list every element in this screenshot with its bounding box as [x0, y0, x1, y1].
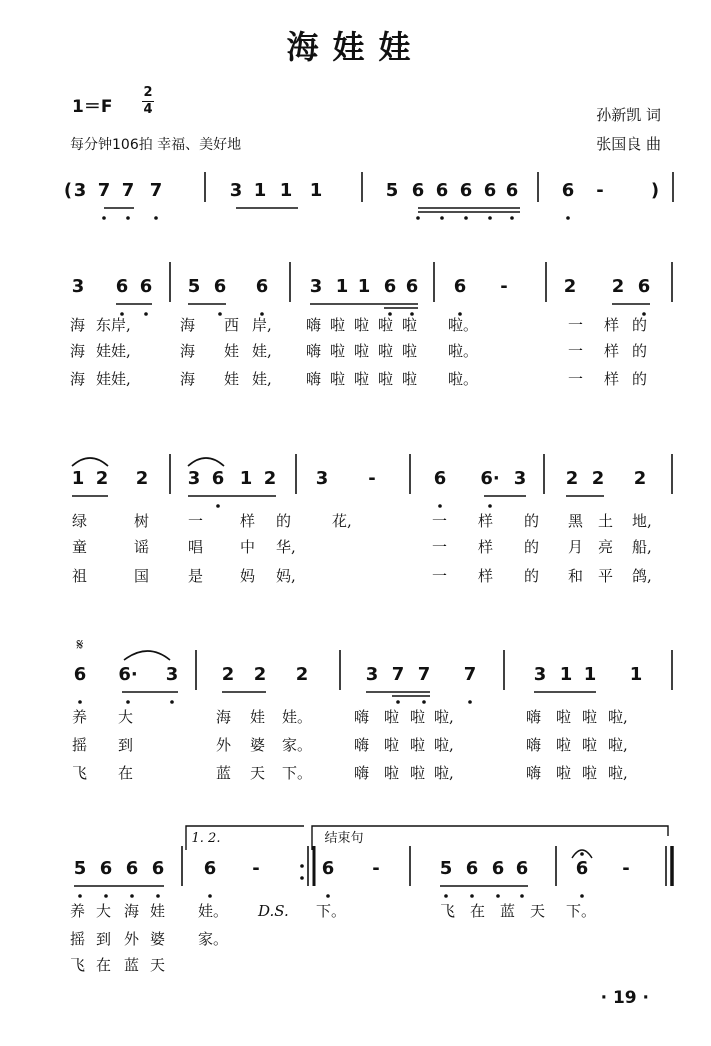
note--: - [596, 180, 604, 201]
note-6: 6 [73, 664, 87, 685]
lyric-verse-3: 下。 [282, 764, 313, 782]
octave-dot [300, 864, 304, 868]
lyric-verse-1: 海 [216, 708, 232, 726]
lyric-verse-2: 嗨 [526, 736, 542, 754]
octave-dot [126, 700, 130, 704]
lyric-verse-2: 家。 [198, 930, 229, 948]
note-2: 2 [633, 468, 647, 489]
note-6: 6 [637, 276, 651, 297]
lyric-verse-2: 娃, [252, 342, 272, 360]
lyric-verse-3: 的 [632, 370, 648, 388]
note-6·: 6· [118, 664, 138, 685]
note-6: 6 [255, 276, 269, 297]
note-6·: 6· [480, 468, 500, 489]
note-6: 6 [483, 180, 497, 201]
note-6: 6 [203, 858, 217, 879]
lyric-verse-2: 摇 [70, 930, 86, 948]
note-1: 1 [583, 664, 597, 685]
lyric-verse-1: 啦 [354, 316, 370, 334]
lyric-verse-1: 娃。 [282, 708, 313, 726]
note-6: 6 [435, 180, 449, 201]
ending-label: 结束句 [324, 831, 364, 846]
lyric-verse-1: 下。 [316, 902, 347, 920]
note-6: 6 [453, 276, 467, 297]
lyric-verse-2: 的 [524, 538, 540, 556]
lyric-verse-3: 平 [598, 567, 614, 585]
note-1: 1 [239, 468, 253, 489]
lyric-verse-2: 啦 [582, 736, 598, 754]
lyric-verse-3: 啦 [410, 764, 426, 782]
lyric-verse-1: 绿 [72, 512, 88, 530]
note-2: 2 [611, 276, 625, 297]
lyric-verse-1: 西 [224, 316, 240, 334]
octave-dot [438, 504, 442, 508]
lyric-verse-3: 啦 [384, 764, 400, 782]
note-6: 6 [433, 468, 447, 489]
lyric-verse-2: 华, [276, 538, 296, 556]
composer-credit: 张国良 曲 [596, 135, 661, 153]
note-1: 1 [253, 180, 267, 201]
lyric-verse-1: 的 [632, 316, 648, 334]
lyric-verse-1: 海 [124, 902, 140, 920]
lyric-verse-1: 飞 [440, 902, 456, 920]
lyric-verse-3: 天 [250, 764, 266, 782]
lyric-verse-3: 啦 [330, 370, 346, 388]
lyric-verse-2: 一 [432, 538, 448, 556]
lyric-verse-2: 啦。 [448, 342, 479, 360]
octave-dot [470, 894, 474, 898]
lyric-verse-3: 是 [188, 567, 204, 585]
note-2: 2 [563, 276, 577, 297]
time-sig-top: 2 [143, 85, 153, 100]
octave-dot [104, 894, 108, 898]
lyric-verse-2: 啦, [434, 736, 454, 754]
lyric-verse-1: 蓝 [500, 902, 516, 920]
note--: - [372, 858, 380, 879]
lyric-verse-1: 啦 [384, 708, 400, 726]
lyric-verse-1: 娃 [150, 902, 166, 920]
note-6: 6 [321, 858, 335, 879]
note-3: 3 [71, 276, 85, 297]
octave-dot [78, 894, 82, 898]
lyric-verse-3: 嗨 [526, 764, 542, 782]
lyric-verse-3: 祖 [72, 567, 88, 585]
lyric-verse-2: 到 [96, 930, 112, 948]
lyric-verse-3: 啦 [556, 764, 572, 782]
octave-dot [520, 894, 524, 898]
octave-dot [78, 700, 82, 704]
note-6: 6 [459, 180, 473, 201]
lyric-verse-1: 东岸, [96, 316, 131, 334]
lyric-verse-2: 啦 [556, 736, 572, 754]
lyric-verse-2: 谣 [134, 538, 150, 556]
lyric-verse-2: 家。 [282, 736, 313, 754]
lyric-verse-2: 嗨 [354, 736, 370, 754]
note-2: 2 [591, 468, 605, 489]
lyric-verse-1: 的 [524, 512, 540, 530]
lyric-verse-3: 啦, [434, 764, 454, 782]
lyric-verse-3: 国 [134, 567, 150, 585]
lyric-verse-1: 样 [478, 512, 494, 530]
lyric-verse-3: 的 [524, 567, 540, 585]
tie-arc [72, 458, 108, 466]
note-1: 1 [71, 468, 85, 489]
lyric-verse-2: 亮 [598, 538, 614, 556]
note-6: 6 [575, 858, 589, 879]
octave-dot [416, 216, 420, 220]
note-3: 3 [73, 180, 87, 201]
note-6: 6 [139, 276, 153, 297]
note--: - [252, 858, 260, 879]
lyric-verse-3: 鸽, [632, 567, 652, 585]
lyric-verse-1: 嗨 [306, 316, 322, 334]
lyric-verse-3: 飞 [72, 764, 88, 782]
note-2: 2 [263, 468, 277, 489]
note-1: 1 [309, 180, 323, 201]
octave-dot [218, 312, 222, 316]
lyric-verse-1: 啦 [378, 316, 394, 334]
note-6: 6 [405, 276, 419, 297]
note-3: 3 [513, 468, 527, 489]
lyric-verse-3: 一 [568, 370, 584, 388]
note-5: 5 [73, 858, 87, 879]
lyric-verse-2: 月 [568, 538, 584, 556]
lyric-verse-2: 啦 [402, 342, 418, 360]
note-2: 2 [253, 664, 267, 685]
note-6: 6 [125, 858, 139, 879]
note-6: 6 [151, 858, 165, 879]
lyric-verse-1: 嗨 [526, 708, 542, 726]
note-2: 2 [221, 664, 235, 685]
note-2: 2 [95, 468, 109, 489]
note-7: 7 [417, 664, 431, 685]
lyric-verse-1: 嗨 [354, 708, 370, 726]
lyric-verse-1: 啦 [556, 708, 572, 726]
note-2: 2 [295, 664, 309, 685]
note-5: 5 [187, 276, 201, 297]
lyric-verse-1: 在 [470, 902, 486, 920]
lyric-verse-2: 婆 [150, 930, 166, 948]
lyric-verse-2: 样 [604, 342, 620, 360]
note-5: 5 [385, 180, 399, 201]
lyric-verse-2: 娃娃, [96, 342, 131, 360]
octave-dot [300, 876, 304, 880]
lyric-verse-1: 大 [118, 708, 134, 726]
tempo-marking: 每分钟106拍 幸福、美好地 [70, 137, 242, 153]
note-6: 6 [115, 276, 129, 297]
octave-dot [580, 852, 584, 856]
lyric-verse-1: 大 [96, 902, 112, 920]
lyric-verse-2: 啦 [384, 736, 400, 754]
lyric-verse-1: 地, [632, 512, 652, 530]
octave-dot [566, 216, 570, 220]
lyric-verse-1: 海 [180, 316, 196, 334]
note-6: 6 [561, 180, 575, 201]
octave-dot [468, 700, 472, 704]
octave-dot [422, 700, 426, 704]
lyric-verse-1: 样 [604, 316, 620, 334]
lyric-verse-3: 和 [568, 567, 584, 585]
lyric-verse-2: 的 [632, 342, 648, 360]
lyric-verse-3: 蓝 [216, 764, 232, 782]
note-7: 7 [149, 180, 163, 201]
lyric-verse-1: 花, [332, 512, 352, 530]
lyric-verse-2: 外 [216, 736, 232, 754]
lyric-verse-3: 海 [70, 370, 86, 388]
lyric-verse-3: 飞 [70, 956, 86, 974]
lyric-verse-1: 树 [134, 512, 150, 530]
lyric-verse-3: 在 [96, 956, 112, 974]
note-7: 7 [121, 180, 135, 201]
lyric-verse-2: 啦 [378, 342, 394, 360]
lyric-verse-1: 养 [70, 902, 86, 920]
octave-dot [396, 700, 400, 704]
lyric-verse-3: 妈, [276, 567, 296, 585]
note-6: 6 [383, 276, 397, 297]
lyric-verse-1: 黑 [568, 512, 584, 530]
lyric-verse-3: 啦 [582, 764, 598, 782]
octave-dot [464, 216, 468, 220]
tie-arc [124, 651, 170, 660]
lyric-verse-1: 啦。 [448, 316, 479, 334]
lyric-verse-2: 外 [124, 930, 140, 948]
octave-dot [154, 216, 158, 220]
note-3: 3 [315, 468, 329, 489]
note-1: 1 [559, 664, 573, 685]
note-1: 1 [279, 180, 293, 201]
note-2: 2 [135, 468, 149, 489]
note-7: 7 [97, 180, 111, 201]
octave-dot [170, 700, 174, 704]
octave-dot [488, 216, 492, 220]
octave-dot [216, 504, 220, 508]
note-7: 7 [463, 664, 477, 685]
lyric-verse-3: 妈 [240, 567, 256, 585]
lyric-verse-3: 娃娃, [96, 370, 131, 388]
lyric-verse-2: 啦 [354, 342, 370, 360]
octave-dot [440, 216, 444, 220]
lyric-verse-3: 娃 [224, 370, 240, 388]
lyric-verse-1: 一 [188, 512, 204, 530]
note-3: 3 [165, 664, 179, 685]
note-1: 1 [629, 664, 643, 685]
note-6: 6 [411, 180, 425, 201]
note--: - [622, 858, 630, 879]
lyric-verse-3: 天 [150, 956, 166, 974]
lyric-verse-1: 海 [70, 316, 86, 334]
note-3: 3 [533, 664, 547, 685]
note--: - [368, 468, 376, 489]
note-3: 3 [309, 276, 323, 297]
note-3: 3 [365, 664, 379, 685]
octave-dot [488, 504, 492, 508]
volta-label: 1. 2. [191, 831, 221, 846]
octave-dot [326, 894, 330, 898]
note-): ) [650, 180, 660, 201]
octave-dot [496, 894, 500, 898]
lyric-verse-3: 样 [478, 567, 494, 585]
lyric-verse-1: 啦 [410, 708, 426, 726]
note-6: 6 [465, 858, 479, 879]
lyric-verse-1: 娃。 [198, 902, 229, 920]
lyric-verse-1: 啦 [582, 708, 598, 726]
lyric-verse-2: 摇 [72, 736, 88, 754]
lyric-verse-3: 在 [118, 764, 134, 782]
tie-arc [188, 458, 224, 466]
octave-dot [444, 894, 448, 898]
octave-dot [126, 216, 130, 220]
ds-marking: D.S. [258, 902, 289, 920]
lyric-verse-2: 啦 [410, 736, 426, 754]
note-6: 6 [99, 858, 113, 879]
lyric-verse-1: 天 [530, 902, 546, 920]
lyricist-credit: 孙新凯 词 [596, 106, 661, 124]
lyric-verse-2: 唱 [188, 538, 204, 556]
lyric-verse-3: 娃, [252, 370, 272, 388]
lyric-verse-3: 啦 [378, 370, 394, 388]
note-6: 6 [505, 180, 519, 201]
note-7: 7 [391, 664, 405, 685]
lyric-verse-1: 啦 [402, 316, 418, 334]
lyric-verse-3: 啦, [608, 764, 628, 782]
octave-dot [208, 894, 212, 898]
lyric-verse-1: 啦, [608, 708, 628, 726]
note--: - [500, 276, 508, 297]
lyric-verse-3: 嗨 [306, 370, 322, 388]
lyric-verse-3: 海 [180, 370, 196, 388]
lyric-verse-3: 嗨 [354, 764, 370, 782]
lyric-verse-1: 岸, [252, 316, 272, 334]
key-signature: 1＝F [72, 97, 113, 117]
octave-dot [580, 894, 584, 898]
octave-dot [510, 216, 514, 220]
page-number: · 19 · [600, 988, 649, 1008]
lyric-verse-2: 娃 [224, 342, 240, 360]
lyric-verse-2: 海 [180, 342, 196, 360]
ending-bracket [312, 826, 668, 850]
lyric-verse-2: 婆 [250, 736, 266, 754]
note-6: 6 [211, 468, 225, 489]
lyric-verse-2: 中 [240, 538, 256, 556]
note-1: 1 [357, 276, 371, 297]
lyric-verse-3: 样 [604, 370, 620, 388]
note-1: 1 [335, 276, 349, 297]
octave-dot [130, 894, 134, 898]
lyric-verse-2: 啦, [608, 736, 628, 754]
lyric-verse-1: 娃 [250, 708, 266, 726]
octave-dot [144, 312, 148, 316]
note-3: 3 [229, 180, 243, 201]
octave-dot [156, 894, 160, 898]
lyric-verse-1: 啦 [330, 316, 346, 334]
lyric-verse-1: 下。 [566, 902, 597, 920]
lyric-verse-3: 啦。 [448, 370, 479, 388]
lyric-verse-2: 童 [72, 538, 88, 556]
lyric-verse-2: 一 [568, 342, 584, 360]
lyric-verse-3: 啦 [354, 370, 370, 388]
lyric-verse-2: 到 [118, 736, 134, 754]
lyric-verse-2: 海 [70, 342, 86, 360]
note-6: 6 [515, 858, 529, 879]
time-sig-bottom: 4 [143, 102, 153, 117]
lyric-verse-1: 土 [598, 512, 614, 530]
lyric-verse-2: 船, [632, 538, 652, 556]
note-6: 6 [491, 858, 505, 879]
note-2: 2 [565, 468, 579, 489]
lyric-verse-3: 啦 [402, 370, 418, 388]
segno-sign: 𝄋 [76, 635, 84, 654]
note-3: 3 [187, 468, 201, 489]
lyric-verse-1: 的 [276, 512, 292, 530]
lyric-verse-1: 啦, [434, 708, 454, 726]
lyric-verse-2: 样 [478, 538, 494, 556]
lyric-verse-3: 一 [432, 567, 448, 585]
note-5: 5 [439, 858, 453, 879]
note-(: ( [63, 180, 73, 201]
lyric-verse-1: 养 [72, 708, 88, 726]
note-6: 6 [213, 276, 227, 297]
song-title: 海娃娃 [286, 28, 425, 66]
octave-dot [102, 216, 106, 220]
lyric-verse-3: 蓝 [124, 956, 140, 974]
lyric-verse-1: 一 [568, 316, 584, 334]
lyric-verse-1: 一 [432, 512, 448, 530]
lyric-verse-1: 样 [240, 512, 256, 530]
lyric-verse-2: 啦 [330, 342, 346, 360]
lyric-verse-2: 嗨 [306, 342, 322, 360]
